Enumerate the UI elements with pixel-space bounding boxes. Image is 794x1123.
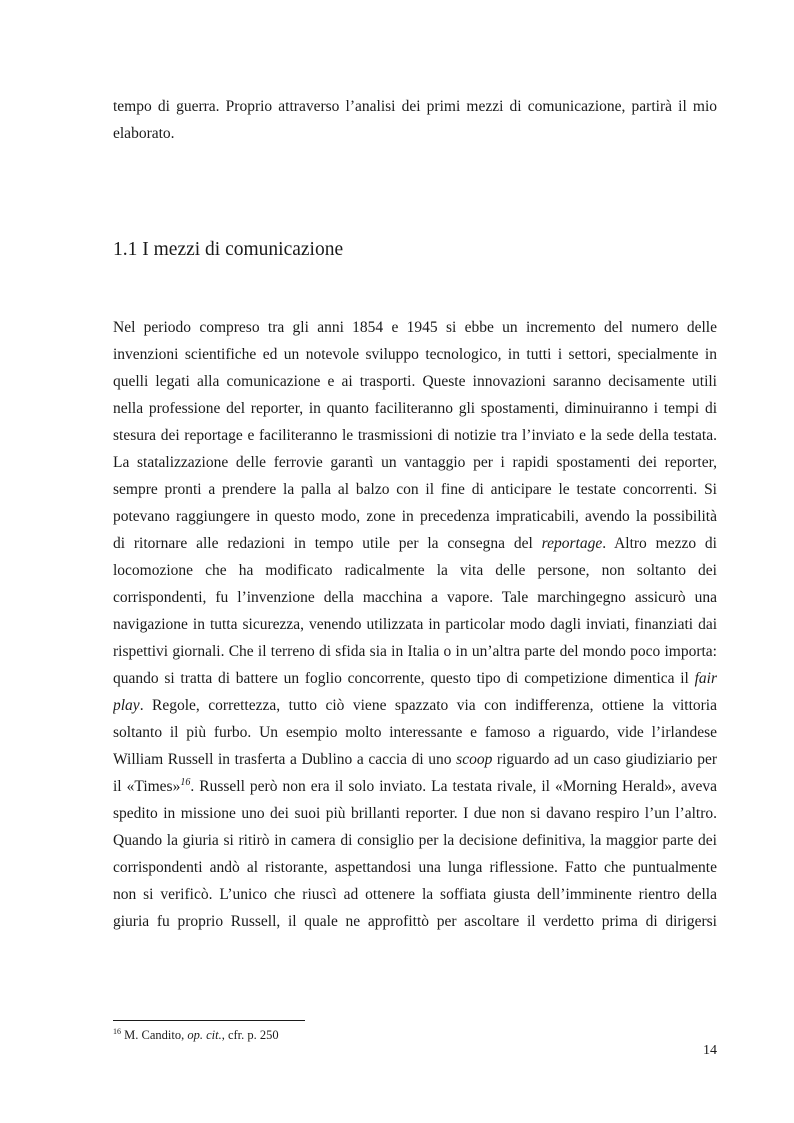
text-run: . Regole, correttezza, tutto ciò viene spazzato via con indifferenza, ottiene la vittoria xyxy=(139,697,717,714)
text-line: tempo di guerra. Proprio attraverso l’analisi dei primi mezzi di comunicazione, partirà il mio xyxy=(113,98,717,115)
body-paragraph xyxy=(113,314,717,935)
text-line xyxy=(113,692,717,719)
footnote-text: , cfr. p. 250 xyxy=(221,1028,279,1042)
text-run: . Altro mezzo di xyxy=(602,535,717,552)
text-line: rispettivi giornali. Che il terreno di sfida sia in Italia o in un’altra parte del mondo poco importa: xyxy=(113,643,717,660)
text-line: sempre pronti a prendere la palla al balzo con il fine di anticipare le testate concorrenti. Si xyxy=(113,481,717,498)
text-line: potevano raggiungere in questo modo, zone in precedenza impraticabili, avendo la possibilità xyxy=(113,508,717,525)
text-line: La statalizzazione delle ferrovie garantì un vantaggio per i rapidi spostamenti dei reporter, xyxy=(113,454,717,471)
footnote-number: 16 xyxy=(113,1026,121,1036)
footnote-reference-number: 16 xyxy=(180,776,191,788)
italic-term: reportage xyxy=(541,535,603,552)
text-line: navigazione in tutta sicurezza, venendo utilizzata in particolar modo dagli inviati, finanziati dai xyxy=(113,616,717,633)
text-line: giuria fu proprio Russell, il quale ne approfittò per ascoltare il verdetto prima di dirigersi xyxy=(113,913,717,930)
text-line: corrispondenti andò al ristorante, aspettandosi una lunga riflessione. Fatto che puntualmente xyxy=(113,859,717,876)
italic-term: play xyxy=(113,697,140,714)
text-run: di ritornare alle redazioni in tempo utile per la consegna del xyxy=(113,535,542,552)
footnote xyxy=(113,1027,279,1043)
page-number: 14 xyxy=(703,1043,717,1058)
text-line: nella professione del reporter, in quanto faciliteranno gli spostamenti, diminuiranno i tempi di xyxy=(113,400,717,417)
footnote-italic: op. cit. xyxy=(187,1028,222,1042)
text-line xyxy=(113,665,717,692)
text-line: Nel periodo compreso tra gli anni 1854 e 1945 si ebbe un incremento del numero delle xyxy=(113,319,717,336)
text-line: Quando la giuria si ritirò in camera di consiglio per la decisione definitiva, la maggior parte dei xyxy=(113,832,717,849)
text-run: William Russell in trasferta a Dublino a caccia di uno xyxy=(113,751,457,768)
text-line: quelli legati alla comunicazione e ai trasporti. Queste innovazioni saranno decisamente utili xyxy=(113,373,717,390)
text-run: quando si tratta di battere un foglio concorrente, questo tipo di competizione dimentica il xyxy=(113,670,695,687)
text-line: non si verificò. L’unico che riuscì ad ottenere la soffiata giusta dell’imminente rientro della xyxy=(113,886,717,903)
text-line: locomozione che ha modificato radicalmente la vita delle persone, non soltanto dei xyxy=(113,562,717,579)
text-line: spedito in missione uno dei suoi più brillanti reporter. I due non si davano respiro l’un l’altro. xyxy=(113,805,717,822)
italic-term: scoop xyxy=(456,751,493,768)
text-line xyxy=(113,746,717,773)
text-line: elaborato. xyxy=(113,125,175,142)
text-line: soltanto il più furbo. Un esempio molto interessante e famoso a riguardo, vide l’irlandese xyxy=(113,724,717,741)
text-line xyxy=(113,773,717,800)
section-heading: 1.1 I mezzi di comunicazione xyxy=(113,239,344,260)
text-run: riguardo ad un caso giudiziario per xyxy=(492,751,717,768)
text-line xyxy=(113,530,717,557)
intro-paragraph xyxy=(113,93,717,147)
footnote-reference xyxy=(180,777,190,788)
text-line: stesura dei reportage e faciliteranno le trasmissioni di notizie tra l’inviato e la sede della testata. xyxy=(113,427,717,444)
footnote-separator xyxy=(113,1020,305,1021)
text-run: il «Times» xyxy=(113,778,181,795)
text-line: corrispondenti, fu l’invenzione della macchina a vapore. Tale marchingegno assicurò una xyxy=(113,589,717,606)
footnote-text: M. Candito, xyxy=(121,1028,188,1042)
text-line: invenzioni scientifiche ed un notevole sviluppo tecnologico, in tutti i settori, specialmente in xyxy=(113,346,717,363)
text-run: . Russell però non era il solo inviato. La testata rivale, il «Morning Herald», aveva xyxy=(190,778,717,795)
italic-term: fair xyxy=(694,670,717,687)
